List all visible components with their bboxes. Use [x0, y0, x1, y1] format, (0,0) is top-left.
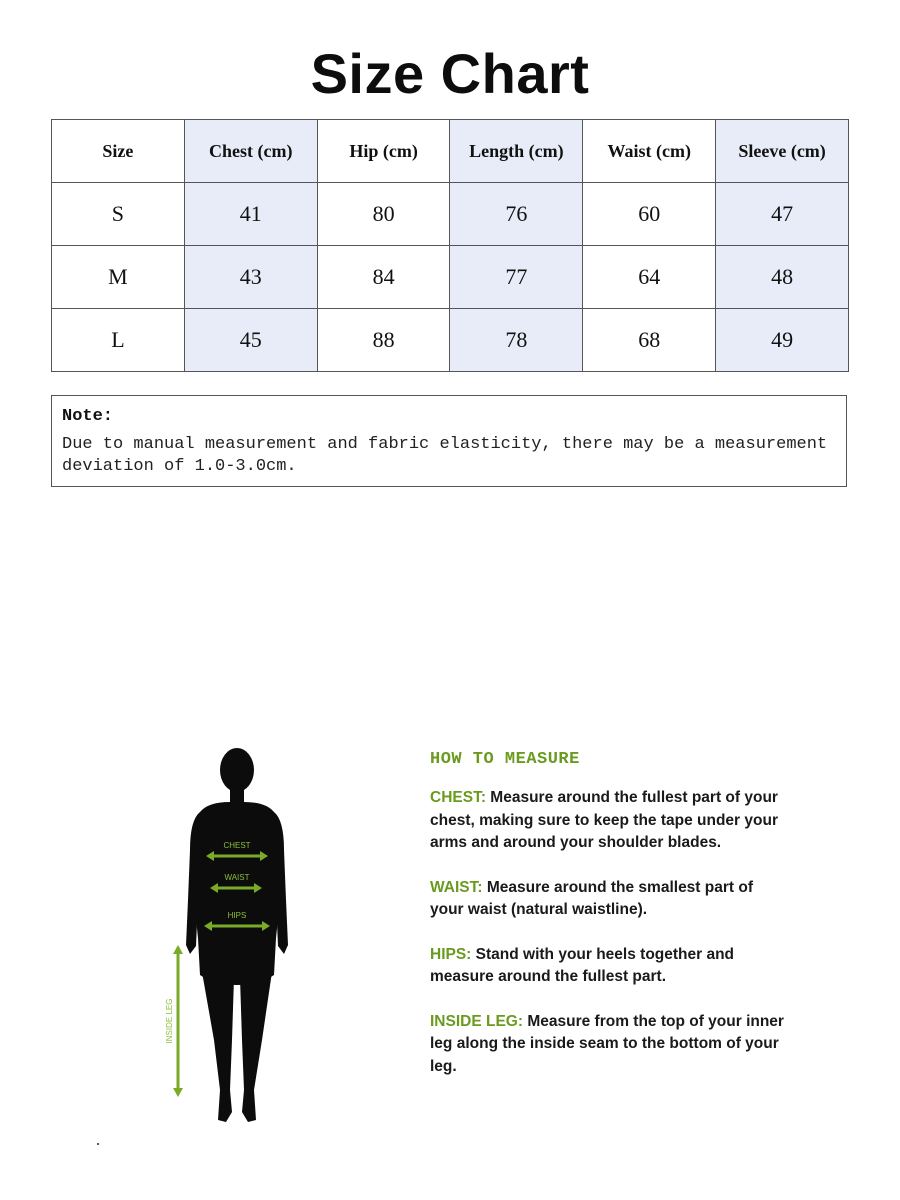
cell-waist: 68: [583, 309, 716, 372]
note-box: [51, 395, 847, 487]
how-to-measure-title: HOW TO MEASURE: [430, 750, 580, 769]
measure-item-text: Measure around the fullest part of your chest, making sure to keep the tape under your arms and around your shoulder blades.: [430, 789, 778, 851]
header-sleeve: Sleeve (cm): [716, 120, 849, 183]
page-title: Size Chart: [310, 42, 590, 105]
figure-waist-label: WAIST: [224, 873, 250, 882]
cell-length: 77: [450, 246, 583, 309]
measure-item-text: Measure from the top of your inner leg along the inside seam to the bottom of your leg.: [430, 1012, 784, 1075]
header-hip: Hip (cm): [317, 120, 450, 183]
cell-hip: 84: [317, 246, 450, 309]
leg-arrow-down-icon: [173, 1088, 183, 1097]
table-row: [52, 309, 849, 372]
measure-item-text: Measure around the smallest part of your waist (natural waistline).: [430, 878, 753, 918]
note-text: Due to manual measurement and fabric elasticity, there may be a measurement deviation of 1.0-3.0cm.: [62, 435, 828, 476]
table-row: [52, 183, 849, 246]
measure-item-chest: [430, 787, 790, 855]
header-length: Length (cm): [450, 120, 583, 183]
header-chest: Chest (cm): [184, 120, 317, 183]
stray-dot: [97, 1143, 99, 1145]
figure-hips-label: HIPS: [227, 911, 247, 920]
measure-item-label: HIPS:: [430, 945, 472, 963]
measure-item-text: Stand with your heels together and measure around the fullest part.: [430, 945, 735, 985]
body-silhouette-figure: [150, 740, 330, 1130]
measure-item-label: INSIDE LEG:: [430, 1012, 524, 1030]
measure-item-waist: [430, 877, 790, 922]
cell-sleeve: 49: [716, 309, 849, 372]
cell-waist: 64: [583, 246, 716, 309]
cell-hip: 80: [317, 183, 450, 246]
cell-length: 76: [450, 183, 583, 246]
cell-size: L: [52, 309, 185, 372]
measure-item-label: CHEST:: [430, 789, 486, 806]
leg-arrow-up-icon: [173, 945, 183, 954]
cell-hip: 88: [317, 309, 450, 372]
table-row: [52, 246, 849, 309]
measure-item-inside-leg: [430, 1011, 790, 1079]
figure-chest-label: CHEST: [223, 841, 251, 850]
cell-waist: 60: [583, 183, 716, 246]
cell-size: M: [52, 246, 185, 309]
cell-sleeve: 48: [716, 246, 849, 309]
how-to-measure-section: [430, 750, 790, 1100]
table-header-row: [52, 120, 849, 183]
measure-item-label: WAIST:: [430, 878, 483, 896]
header-size: Size: [52, 120, 185, 183]
figure-inside-leg-label: INSIDE LEG: [165, 998, 174, 1044]
header-waist: Waist (cm): [583, 120, 716, 183]
cell-sleeve: 47: [716, 183, 849, 246]
cell-chest: 45: [184, 309, 317, 372]
note-label: Note:: [62, 407, 114, 426]
cell-chest: 43: [184, 246, 317, 309]
cell-chest: 41: [184, 183, 317, 246]
cell-length: 78: [450, 309, 583, 372]
cell-size: S: [52, 183, 185, 246]
size-table: [51, 119, 849, 372]
measure-item-hips: [430, 944, 790, 989]
